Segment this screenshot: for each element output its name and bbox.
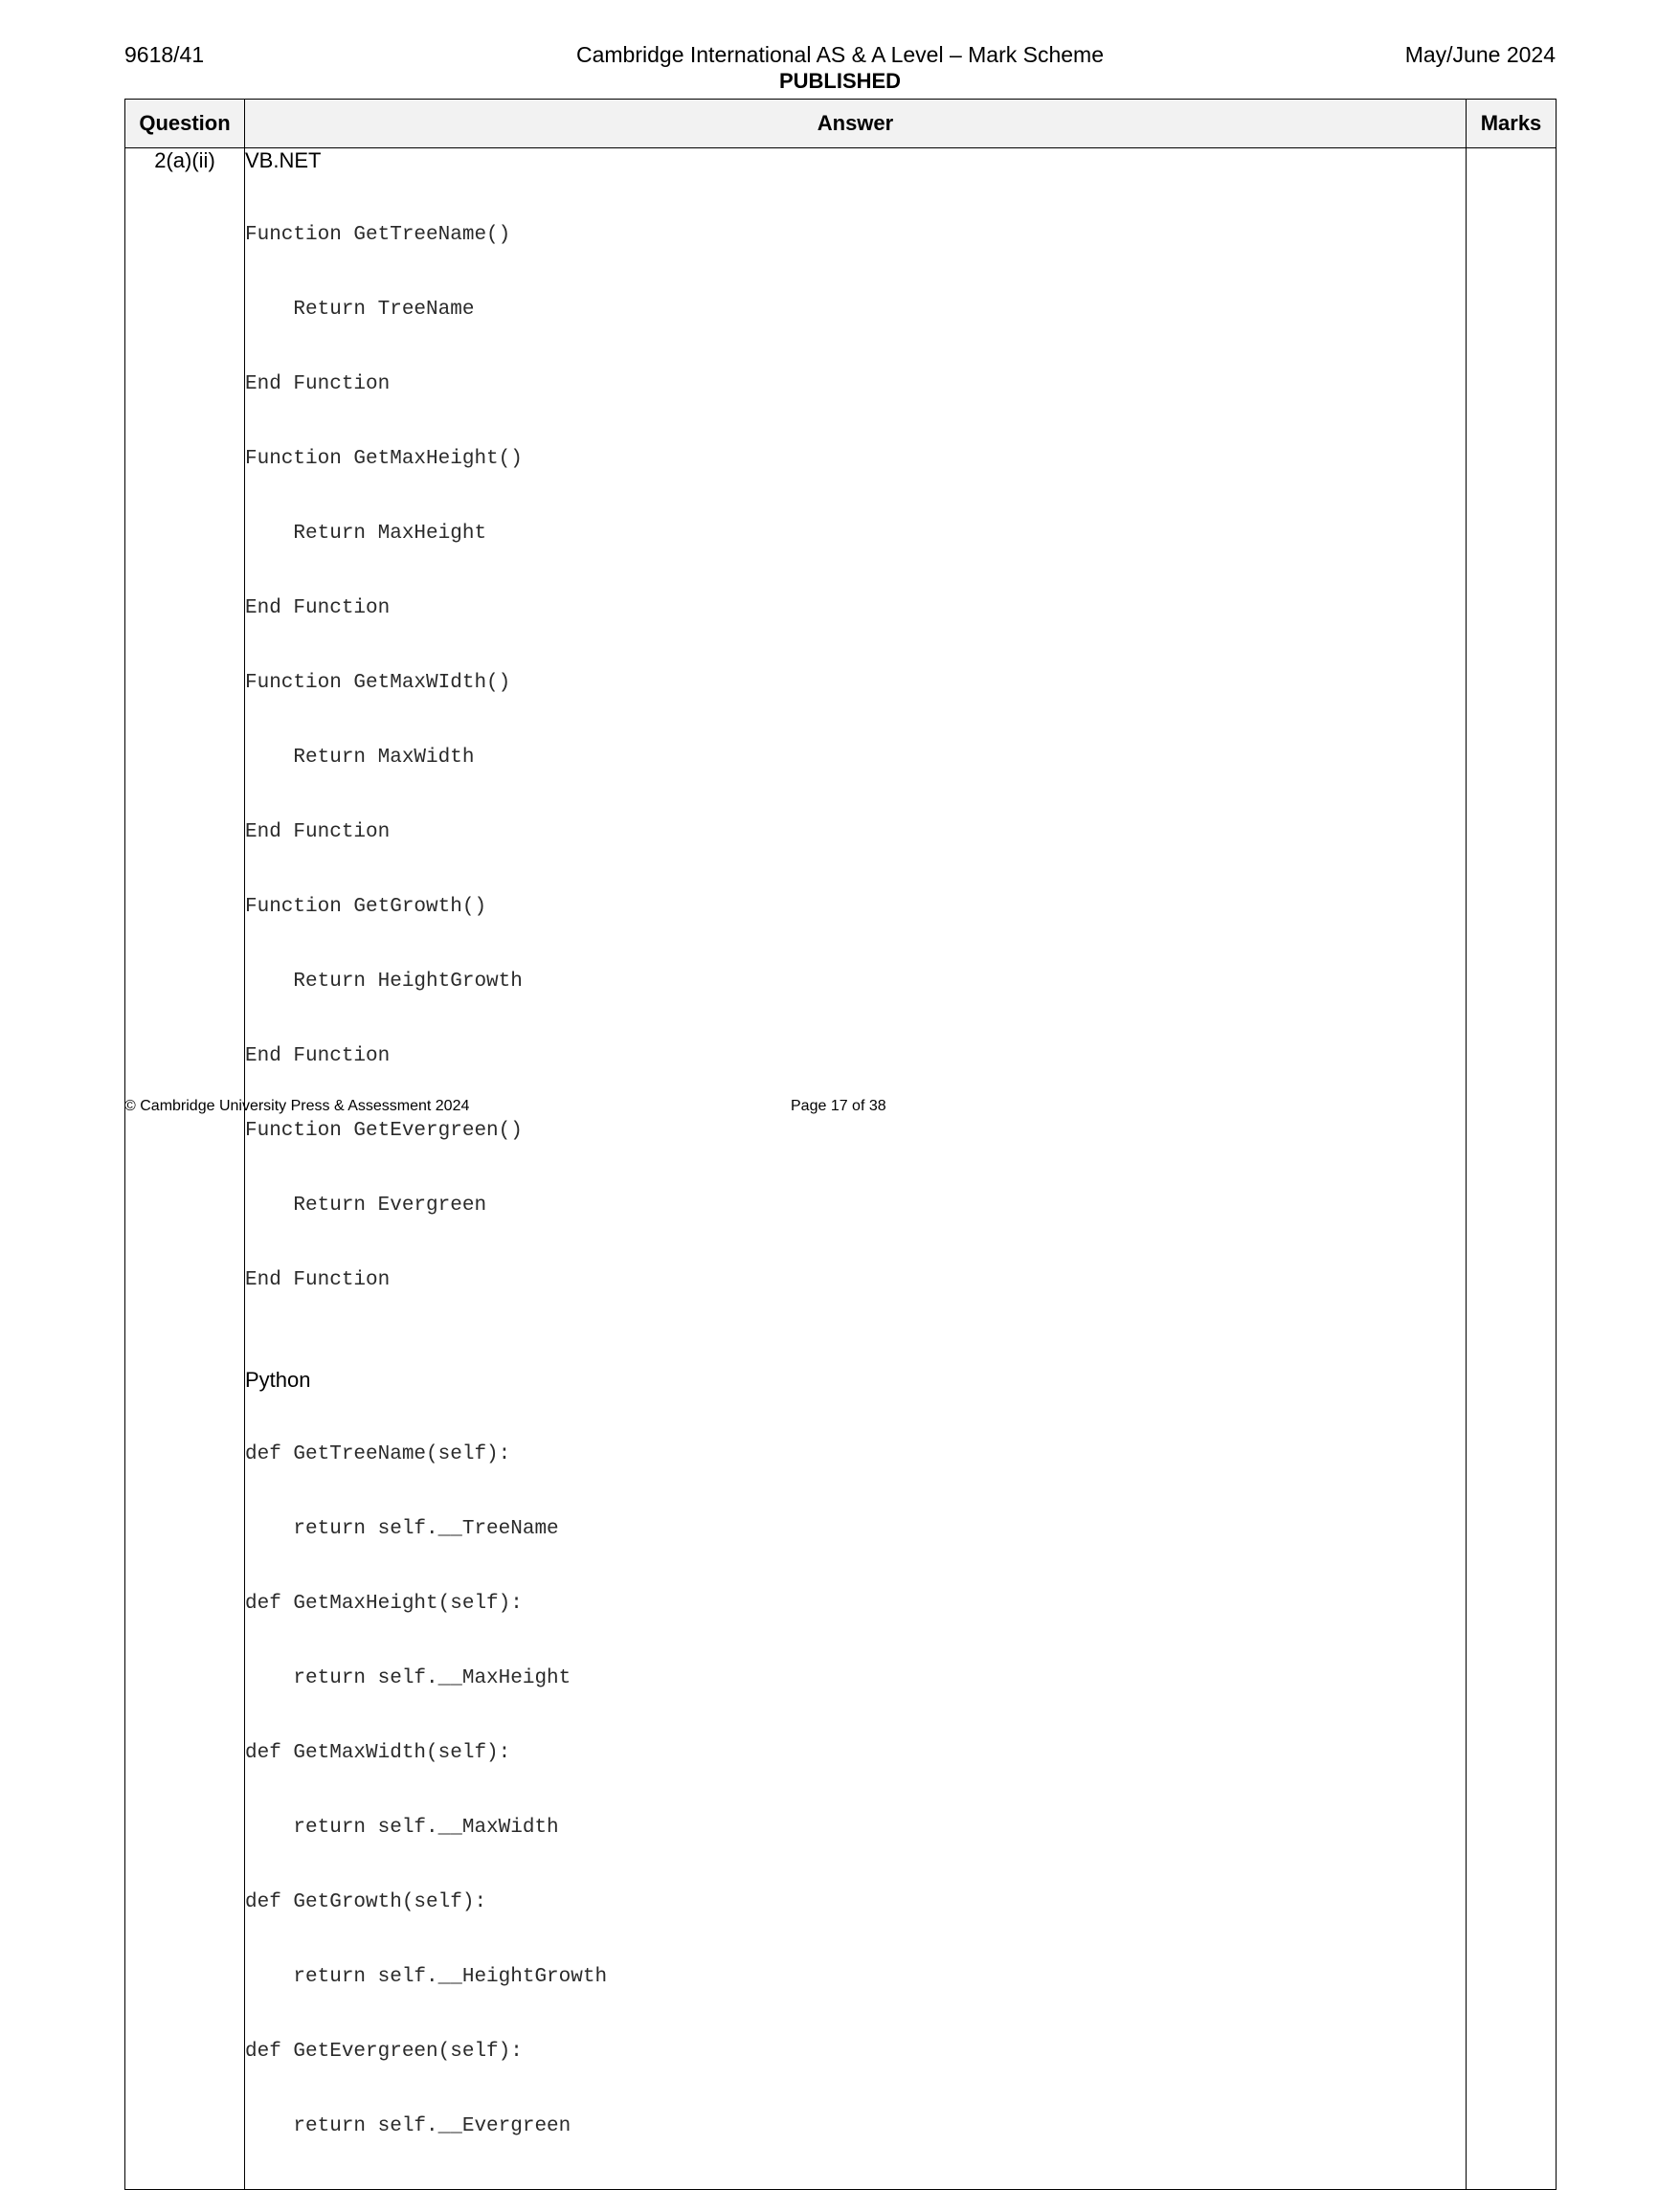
code-line: def GetEvergreen(self): (245, 2041, 523, 2063)
code-line: End Function (245, 821, 391, 843)
code-line: Return TreeName (245, 299, 475, 321)
published-label: PUBLISHED (778, 69, 902, 93)
code-line: return self.__MaxWidth (245, 1817, 559, 1839)
code-line: def GetMaxWidth(self): (245, 1742, 511, 1764)
python-label: Python (245, 1368, 311, 1392)
copyright-notice: © Cambridge University Press & Assessment 2024 (124, 1098, 470, 1114)
code-line: Return HeightGrowth (245, 971, 523, 993)
table-header-row (125, 100, 1557, 148)
document-code: 9618/41 (124, 42, 205, 67)
vbnet-label: VB.NET (245, 148, 322, 172)
python-code-block (245, 1393, 1466, 2189)
document-title: Cambridge International AS & A Level – Mark Scheme (575, 42, 1105, 67)
marks-column-header: Marks (1467, 100, 1557, 148)
answer-cell (245, 148, 1467, 2190)
vbnet-code-block (245, 173, 1466, 1343)
code-line: Return MaxWidth (245, 747, 475, 769)
code-line: def GetMaxHeight(self): (245, 1593, 523, 1615)
code-line: def GetTreeName(self): (245, 1443, 511, 1465)
question-number: 2(a)(ii) (125, 148, 245, 2190)
code-line: Function GetGrowth() (245, 896, 487, 918)
marks-cell (1467, 148, 1557, 2190)
spacer (245, 1343, 1466, 1368)
code-line: End Function (245, 373, 391, 395)
code-line: return self.__HeightGrowth (245, 1966, 608, 1988)
code-line: End Function (245, 597, 391, 619)
table-row (125, 148, 1557, 2190)
page-number: Page 17 of 38 (791, 1098, 886, 1114)
code-line: Return MaxHeight (245, 523, 487, 545)
code-line: def GetGrowth(self): (245, 1891, 487, 1913)
code-line: return self.__Evergreen (245, 2115, 571, 2137)
code-line: return self.__MaxHeight (245, 1667, 571, 1689)
code-line: return self.__TreeName (245, 1518, 559, 1540)
question-column-header: Question (125, 100, 245, 148)
mark-scheme-table (124, 99, 1557, 2190)
code-line: Function GetMaxWIdth() (245, 672, 511, 694)
code-line: Return Evergreen (245, 1195, 487, 1217)
code-line: End Function (245, 1045, 391, 1067)
answer-column-header: Answer (245, 100, 1467, 148)
code-line: Function GetTreeName() (245, 224, 511, 246)
code-line: Function GetMaxHeight() (245, 448, 523, 470)
exam-session: May/June 2024 (1404, 42, 1556, 67)
code-line: End Function (245, 1269, 391, 1291)
code-line: Function GetEvergreen() (245, 1120, 523, 1142)
